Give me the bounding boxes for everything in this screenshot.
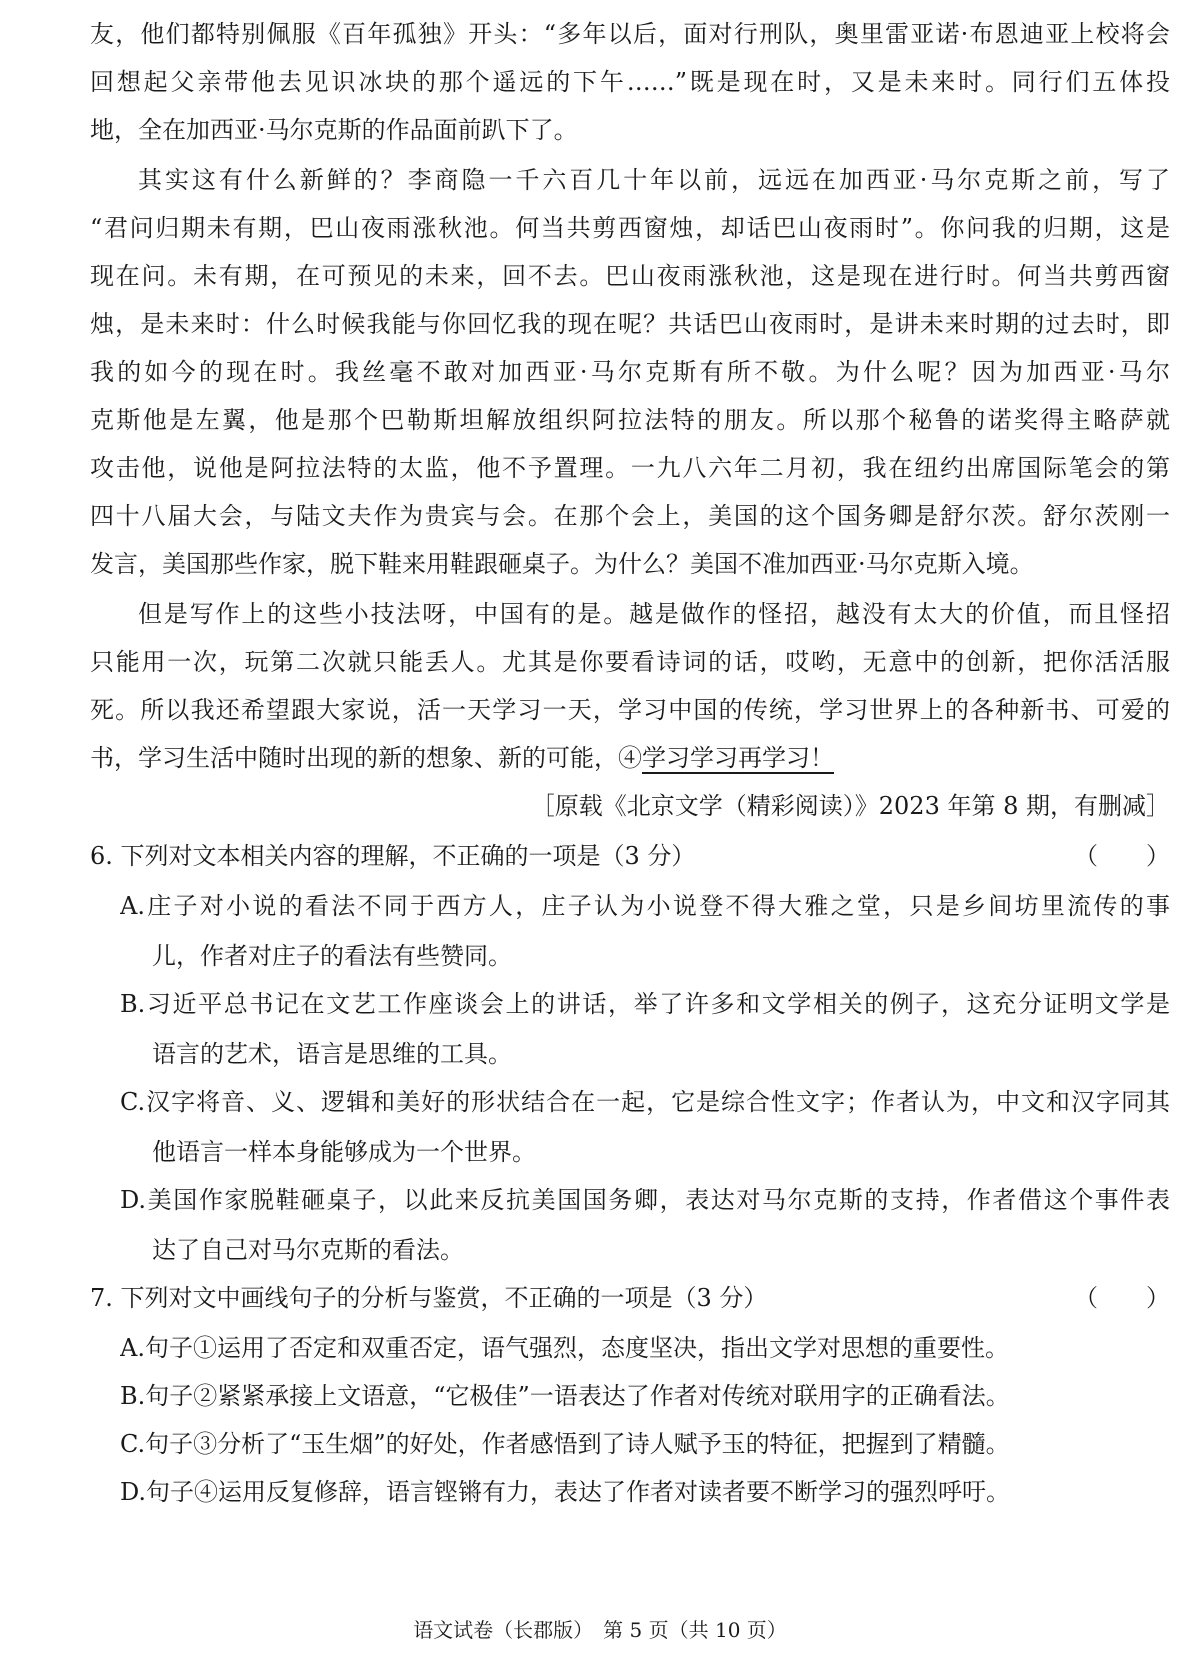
- question-6-answer-blank: （ ）: [1074, 842, 1170, 870]
- passage-line: [90, 734, 1170, 782]
- question-7-option-d: [120, 1468, 1170, 1516]
- option-text: 句子①运用了否定和双重否定，语气强烈，态度坚决，指出文学对思想的重要性。: [144, 1334, 1009, 1362]
- passage-line: 死。所以我还希望跟大家说，活一天学习一天，学习中国的传统，学习世界上的各种新书、可爱的: [90, 696, 1170, 724]
- question-7-option-b: [120, 1372, 1170, 1420]
- source-citation: ［原载《北京文学（精彩阅读）》2023 年第 8 期，有删减］: [530, 792, 1170, 820]
- passage-line: “君问归期未有期，巴山夜雨涨秋池。何当共剪西窗烛，却话巴山夜雨时”。你问我的归期，这是: [90, 214, 1170, 242]
- option-text: 习近平总书记在文艺工作座谈会上的讲话，举了许多和文学相关的例子，这充分证明文学是: [145, 990, 1170, 1018]
- option-text: 庄子对小说的看法不同于西方人，庄子认为小说登不得大雅之堂，只是乡间坊里流传的事: [144, 892, 1170, 920]
- passage-line: 其实这有什么新鲜的？李商隐一千六百几十年以前，远远在加西亚·马尔克斯之前，写了: [138, 166, 1170, 194]
- option-line: [120, 1078, 1170, 1126]
- option-text: 句子③分析了“玉生烟”的好处，作者感悟到了诗人赋予玉的特征，把握到了精髓。: [145, 1430, 1010, 1458]
- passage-line: 克斯他是左翼，他是那个巴勒斯坦解放组织阿拉法特的朋友。所以那个秘鲁的诺奖得主略萨就: [90, 406, 1170, 434]
- passage-line: 现在问。未有期，在可预见的未来，回不去。巴山夜雨涨秋池，这是现在进行时。何当共剪西窗: [90, 262, 1170, 290]
- question-7-stem: 7. 下列对文中画线句子的分析与鉴赏，不正确的一项是（3 分）: [90, 1284, 768, 1312]
- passage-line: 只能用一次，玩第二次就只能丢人。尤其是你要看诗词的话，哎哟，无意中的创新，把你活活服: [90, 648, 1170, 676]
- page-footer: 语文试卷（长郡版） 第 5 页（共 10 页）: [413, 1618, 787, 1642]
- question-7-option-a: [120, 1324, 1170, 1372]
- passage-line: 攻击他，说他是阿拉法特的太监，他不予置理。一九八六年二月初，我在纽约出席国际笔会的第: [90, 454, 1170, 482]
- option-text: 美国作家脱鞋砸桌子，以此来反抗美国国务卿，表达对马尔克斯的支持，作者借这个事件表: [146, 1186, 1170, 1214]
- option-line: 儿，作者对庄子的看法有些赞同。: [152, 942, 512, 970]
- option-line: [120, 882, 1170, 930]
- passage-line: 发言，美国那些作家，脱下鞋来用鞋跟砸桌子。为什么？美国不准加西亚·马尔克斯入境。: [90, 550, 1034, 578]
- passage-line: 地，全在加西亚·马尔克斯的作品面前趴下了。: [90, 116, 578, 144]
- option-letter: C.: [120, 1430, 146, 1458]
- option-line: 达了自己对马尔克斯的看法。: [152, 1236, 464, 1264]
- question-6-stem: 6. 下列对文本相关内容的理解，不正确的一项是（3 分）: [90, 842, 696, 870]
- option-letter: D.: [120, 1478, 147, 1506]
- option-line: 语言的艺术，语言是思维的工具。: [152, 1040, 512, 1068]
- question-7-answer-blank: （ ）: [1074, 1284, 1170, 1312]
- passage-text: 书，学习生活中随时出现的新的想象、新的可能，④: [90, 744, 642, 772]
- option-letter: A.: [120, 1334, 145, 1362]
- passage-line: 四十八届大会，与陆文夫作为贵宾与会。在那个会上，美国的这个国务卿是舒尔茨。舒尔茨刚一: [90, 502, 1170, 530]
- option-letter: A.: [120, 892, 145, 920]
- option-letter: C.: [120, 1088, 146, 1116]
- option-text: 句子④运用反复修辞，语言铿锵有力，表达了作者对读者要不断学习的强烈呼吁。: [146, 1478, 1011, 1506]
- option-text: 汉字将音、义、逻辑和美好的形状结合在一起，它是综合性文字；作者认为，中文和汉字同其: [145, 1088, 1170, 1116]
- passage-line: 回想起父亲带他去见识冰块的那个遥远的下午……”既是现在时，又是未来时。同行们五体投: [90, 68, 1170, 96]
- option-line: [120, 980, 1170, 1028]
- option-line: [120, 1176, 1170, 1224]
- underlined-sentence-4: 学习学习再学习！: [642, 744, 834, 772]
- passage-line: 但是写作上的这些小技法呀，中国有的是。越是做作的怪招，越没有太大的价值，而且怪招: [138, 600, 1170, 628]
- option-line: 他语言一样本身能够成为一个世界。: [152, 1138, 536, 1166]
- passage-line: 烛，是未来时：什么时候我能与你回忆我的现在呢？共话巴山夜雨时，是讲未来时期的过去时，即: [90, 310, 1170, 338]
- passage-line: 友，他们都特别佩服《百年孤独》开头：“多年以后，面对行刑队，奥里雷亚诺·布恩迪亚上校将会: [90, 20, 1170, 48]
- option-letter: B.: [120, 990, 146, 1018]
- option-letter: B.: [120, 1382, 146, 1410]
- option-letter: D.: [120, 1186, 147, 1214]
- passage-line: 我的如今的现在时。我丝毫不敢对加西亚·马尔克斯有所不敬。为什么呢？因为加西亚·马尔: [90, 358, 1170, 386]
- option-text: 句子②紧紧承接上文语意，“它极佳”一语表达了作者对传统对联用字的正确看法。: [145, 1382, 1010, 1410]
- question-7-option-c: [120, 1420, 1170, 1468]
